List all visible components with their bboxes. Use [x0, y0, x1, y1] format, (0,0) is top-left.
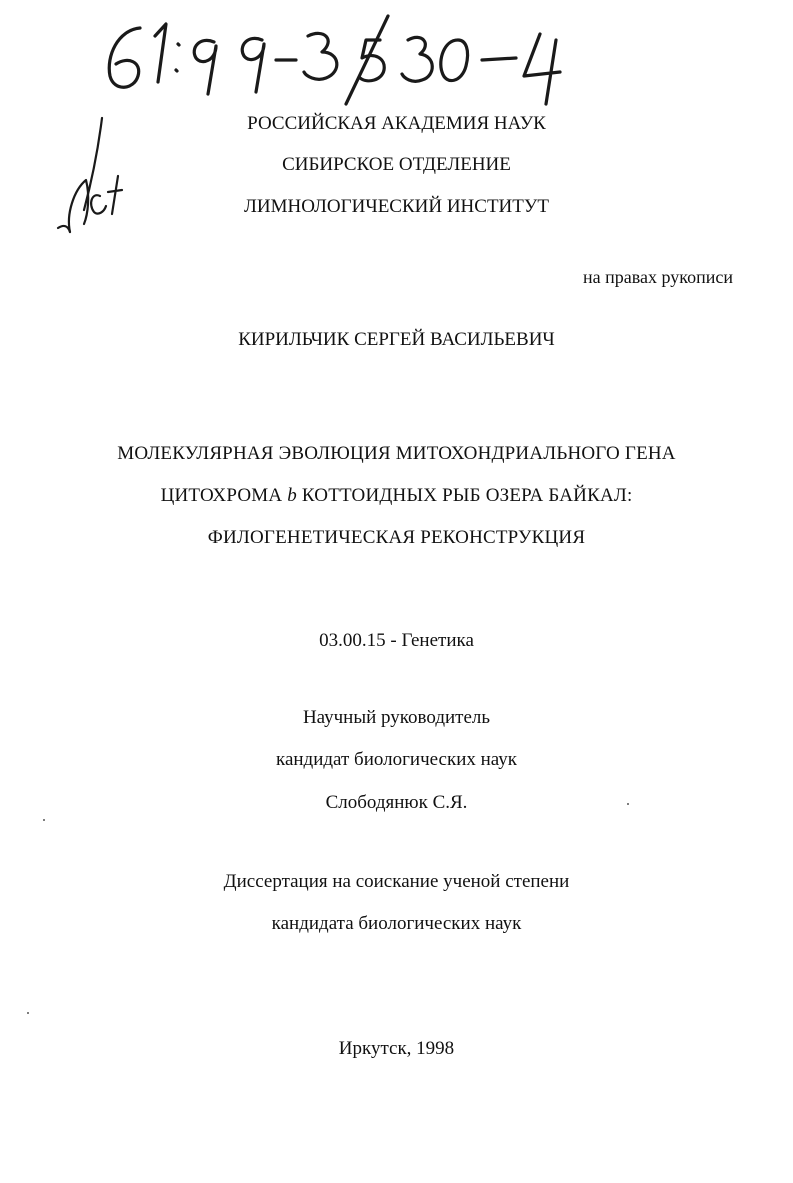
- title-line-3: ФИЛОГЕНЕТИЧЕСКАЯ РЕКОНСТРУКЦИЯ: [207, 527, 586, 548]
- org-academy: РОССИЙСКАЯ АКАДЕМИЯ НАУК: [247, 113, 546, 134]
- supervisor-label: Научный руководитель: [302, 707, 491, 728]
- title-line-1: МОЛЕКУЛЯРНАЯ ЭВОЛЮЦИЯ МИТОХОНДРИАЛЬНОГО ГЕНА: [117, 443, 676, 464]
- author-name: КИРИЛЬЧИК СЕРГЕЙ ВАСИЛЬЕВИЧ: [238, 329, 555, 350]
- org-institute: ЛИМНОЛОГИЧЕСКИЙ ИНСТИТУТ: [244, 196, 549, 217]
- scan-speck: [43, 819, 45, 821]
- title-line-2-start: ЦИТОХРОМА: [160, 485, 288, 506]
- dissertation-line-2: кандидата биологических наук: [271, 913, 522, 934]
- supervisor-name: Слободянюк С.Я.: [325, 792, 468, 813]
- specialty-code: 03.00.15 - Генетика: [319, 630, 474, 651]
- title-line-2: [0, 484, 793, 508]
- supervisor-degree: кандидат биологических наук: [276, 749, 517, 770]
- rights-note: на правах рукописи: [583, 267, 733, 287]
- place-year: Иркутск, 1998: [338, 1038, 455, 1059]
- dissertation-line-1: Диссертация на соискание ученой степени: [223, 871, 570, 892]
- title-line-2-italic: b: [287, 485, 297, 506]
- scan-speck: [27, 1012, 29, 1014]
- title-line-2-end: КОТТОИДНЫХ РЫБ ОЗЕРА БАЙКАЛ:: [296, 485, 633, 506]
- org-branch: СИБИРСКОЕ ОТДЕЛЕНИЕ: [282, 154, 511, 175]
